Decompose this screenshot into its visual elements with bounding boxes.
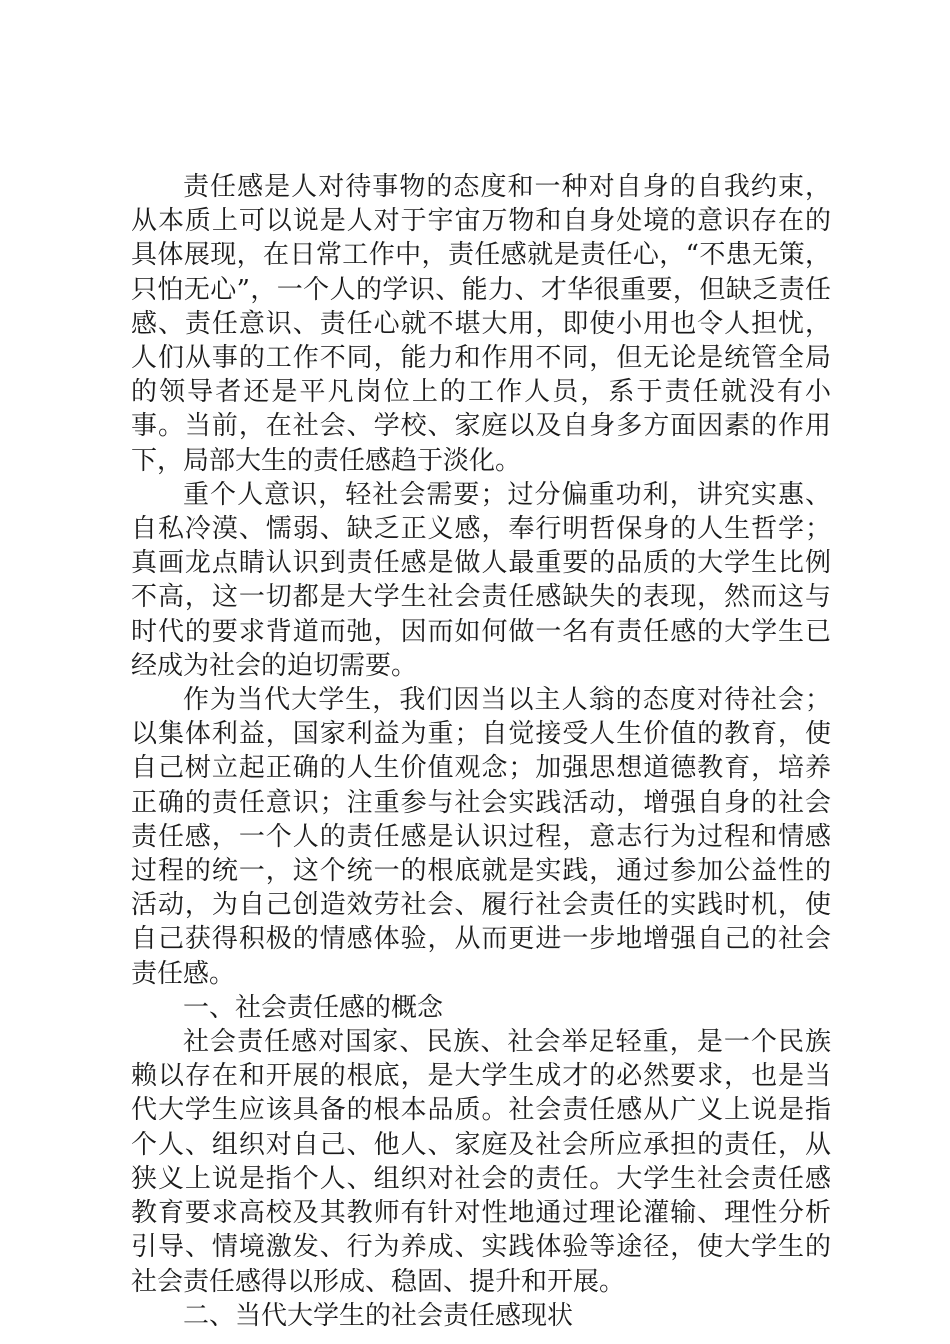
paragraph-problems: 重个人意识，轻社会需要；过分偏重功利，讲究实惠、自私冷漠、懦弱、缺乏正义感，奉行明哲保身的人生哲学；真画龙点睛认识到责任感是做人最重要的品质的大学生比例不高，这一切都是大学生社会责任感缺失的表现，然而这与时代的要求背道而弛，因而如何做一名有责任感的大学生已经成为社会的迫切需要。 xyxy=(131,479,831,681)
paragraph-concept: 社会责任感对国家、民族、社会举足轻重，是一个民族赖以存在和开展的根底，是大学生成才的必然要求，也是当代大学生应该具备的根本品质。社会责任感从广义上说是指个人、组织对自己、他人、家庭及社会所应承担的责任，从狭义上说是指个人、组织对社会的责任。大学生社会责任感教育要求高校及其教师有针对性地通过理论灌输、理性分析引导、情境激发、行为养成、实践体验等途径，使大学生的社会责任感得以形成、稳固、提升和开展。 xyxy=(131,1027,831,1297)
paragraph-intro: 责任感是人对待事物的态度和一种对自身的自我约束，从本质上可以说是人对于宇宙万物和自身处境的意识存在的具体展现，在日常工作中，责任感就是责任心，“不患无策，只怕无心”，一个人的学识、能力、才华很重要，但缺乏责任感、责任意识、责任心就不堪大用，即使小用也令人担忧，人们从事的工作不同，能力和作用不同，但无论是统管全局的领导者还是平凡岗位上的工作人员，系于责任就没有小事。当前，在社会、学校、家庭以及自身多方面因素的作用下，局部大生的责任感趋于淡化。 xyxy=(131,172,831,476)
section-heading-concept: 一、社会责任感的概念 xyxy=(183,992,444,1023)
section-heading-status: 二、当代大学生的社会责任感现状 xyxy=(183,1300,574,1331)
paragraph-responsibility: 作为当代大学生，我们因当以主人翁的态度对待社会；以集体利益，国家利益为重；自觉接受人生价值的教育，使自己树立起正确的人生价值观念；加强思想道德教育，培养正确的责任意识；注重参与社会实践活动，增强自身的社会责任感，一个人的责任感是认识过程，意志行为过程和情感过程的统一，这个统一的根底就是实践，通过参加公益性的活动，为自己创造效劳社会、履行社会责任的实践时机，使自己获得积极的情感体验，从而更进一步地增强自己的社会责任感。 xyxy=(131,685,831,989)
document-body xyxy=(131,170,831,1333)
